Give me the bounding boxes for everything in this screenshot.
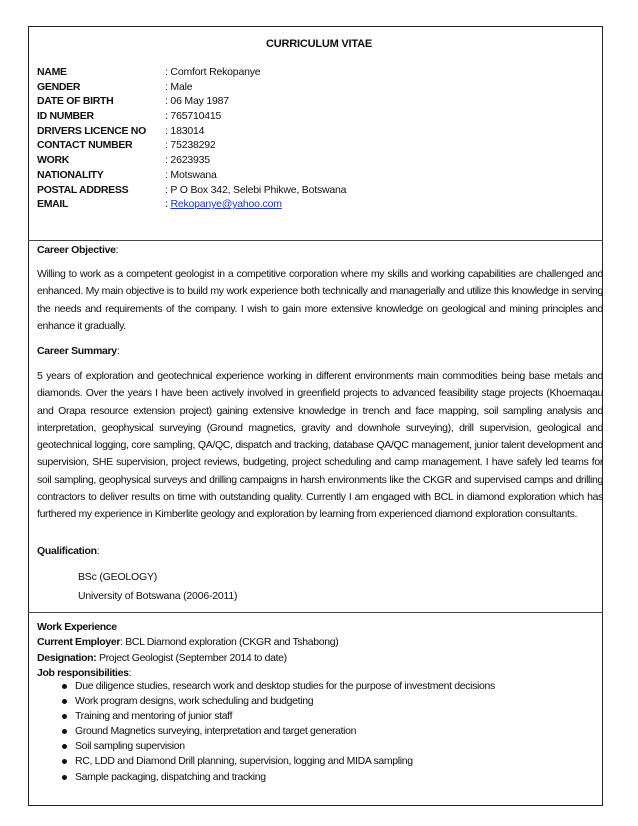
info-label: POSTAL ADDRESS xyxy=(37,183,129,196)
info-value: : Comfort Rekopanye xyxy=(165,66,261,78)
bullet-icon xyxy=(62,699,67,704)
career-summary-text: 5 years of exploration and geotechnical experience working in different environments main commodities being base metals and diamonds. Over the years I have been actively involved in greenfield projects to advanced feasibility stage projects (Khoemaqau and Orapa resource extension project) gaining extensive knowledge in trench and face mapping, soil sampling analysis and interpretation, geophysical surveying (Ground magnetics, gravity and downhole surveying), drill supervision, geological and geotechnical logging, core sampling, QA/QC, dispatch and tracking, database QA/QC management, junior talent development and supervision, SHE supervision, project reviews, budgeting, project scheduling and camp management. I have safely led teams for soil sampling, geophysical surveys and drilling campaigns in harsh environments like the CKGR and supervised camps and drilling contractors to deliver results on time with outstanding quality. Currently I am engaged with BCL in diamond exploration which has furthered my experience in Kimberlite geology and exploration by learning from experienced diamond exploration consultants. xyxy=(37,370,603,521)
bullet-icon xyxy=(62,714,67,719)
list-item-text: RC, LDD and Diamond Drill planning, supervision, logging and MIDA sampling xyxy=(75,755,413,768)
designation-label: Designation: xyxy=(37,651,97,664)
section-divider xyxy=(28,612,603,613)
heading-colon: : xyxy=(115,244,119,256)
info-value: : 2623935 xyxy=(165,154,210,167)
list-item-text: Sample packaging, dispatching and tracking xyxy=(75,770,266,783)
info-row-postal xyxy=(37,183,597,198)
info-row-name xyxy=(37,65,597,80)
info-value: : P O Box 342, Selebi Phikwe, Botswana xyxy=(165,183,347,196)
employer-value: : BCL Diamond exploration (CKGR and Tshabong) xyxy=(120,636,339,649)
resp-label: Job responsibilities xyxy=(37,666,129,679)
info-row-licence xyxy=(37,124,597,139)
info-row-contact xyxy=(37,138,597,153)
degree: BSc (GEOLOGY) xyxy=(78,571,158,583)
institution: University of Botswana (2006-2011) xyxy=(78,590,238,602)
list-item-text: Training and mentoring of junior staff xyxy=(75,710,233,723)
info-row-id xyxy=(37,109,597,124)
career-objective-text: Willing to work as a competent geologist in a competitive corporation where my skills and working capabilities are challenged and enhanced. My main objective is to build my work experience both technically and managerially and utilize this knowledge in serving the needs and requirements of the company. I wish to gain more extensive knowledge on geological and mining principles and enhance it gradually. xyxy=(37,268,603,332)
info-value: : Motswana xyxy=(165,168,217,181)
info-row-dob xyxy=(37,94,597,109)
bullet-icon xyxy=(62,759,67,764)
list-item xyxy=(62,709,495,724)
bullet-icon xyxy=(62,684,67,689)
responsibilities-list xyxy=(62,679,495,785)
qualification-heading xyxy=(37,545,99,557)
info-label: NATIONALITY xyxy=(37,168,104,181)
heading-colon: : xyxy=(116,345,120,357)
info-value xyxy=(165,197,282,212)
heading-text: Qualification xyxy=(37,545,97,557)
designation-value: Project Geologist (September 2014 to date) xyxy=(96,651,287,664)
designation xyxy=(37,651,338,666)
info-row-email xyxy=(37,197,597,212)
section-divider xyxy=(28,240,603,241)
heading-colon: : xyxy=(96,545,100,557)
email-link[interactable]: Rekopanye@yahoo.com xyxy=(170,198,282,211)
heading-text: Work Experience xyxy=(37,621,117,633)
current-employer xyxy=(37,635,338,650)
list-item-text: Ground Magnetics surveying, interpretation and target generation xyxy=(75,725,357,738)
list-item xyxy=(62,739,495,754)
resp-colon: : xyxy=(128,666,132,679)
info-value: : 06 May 1987 xyxy=(165,95,229,108)
info-value: : 183014 xyxy=(165,124,205,137)
career-summary-heading xyxy=(37,345,119,357)
employer-label: Current Employer xyxy=(37,636,121,649)
info-label: ID NUMBER xyxy=(37,110,94,123)
info-row-gender xyxy=(37,80,597,95)
info-label: DATE OF BIRTH xyxy=(37,95,114,108)
bullet-icon xyxy=(62,744,67,749)
career-objective-heading xyxy=(37,244,118,256)
qualification-details xyxy=(78,568,237,606)
list-item xyxy=(62,694,495,709)
info-label: NAME xyxy=(37,66,67,78)
list-item-text: Soil sampling supervision xyxy=(75,740,185,753)
heading-text: Career Objective xyxy=(37,244,116,256)
bullet-icon xyxy=(62,729,67,734)
info-label: GENDER xyxy=(37,80,81,93)
list-item-text: Work program designs, work scheduling and budgeting xyxy=(75,695,314,708)
document-title: CURRICULUM VITAE xyxy=(266,38,372,50)
work-experience-heading xyxy=(37,620,338,635)
list-item-text: Due diligence studies, research work and desktop studies for the purpose of investment decisions xyxy=(75,680,495,692)
info-label: EMAIL xyxy=(37,198,69,211)
personal-details xyxy=(37,65,597,212)
heading-text: Career Summary xyxy=(37,345,117,357)
list-item xyxy=(62,724,495,739)
bullet-icon xyxy=(62,775,67,780)
info-label: WORK xyxy=(37,154,70,167)
info-row-work xyxy=(37,153,597,168)
list-item xyxy=(62,754,495,769)
list-item xyxy=(62,770,495,785)
email-prefix: : xyxy=(165,198,171,211)
info-value: : Male xyxy=(165,80,193,93)
list-item xyxy=(62,679,495,694)
info-label: CONTACT NUMBER xyxy=(37,139,133,152)
info-label: DRIVERS LICENCE NO xyxy=(37,124,146,137)
info-row-nationality xyxy=(37,168,597,183)
work-experience xyxy=(37,620,338,681)
info-value: : 765710415 xyxy=(165,110,222,123)
info-value: : 75238292 xyxy=(165,139,216,152)
